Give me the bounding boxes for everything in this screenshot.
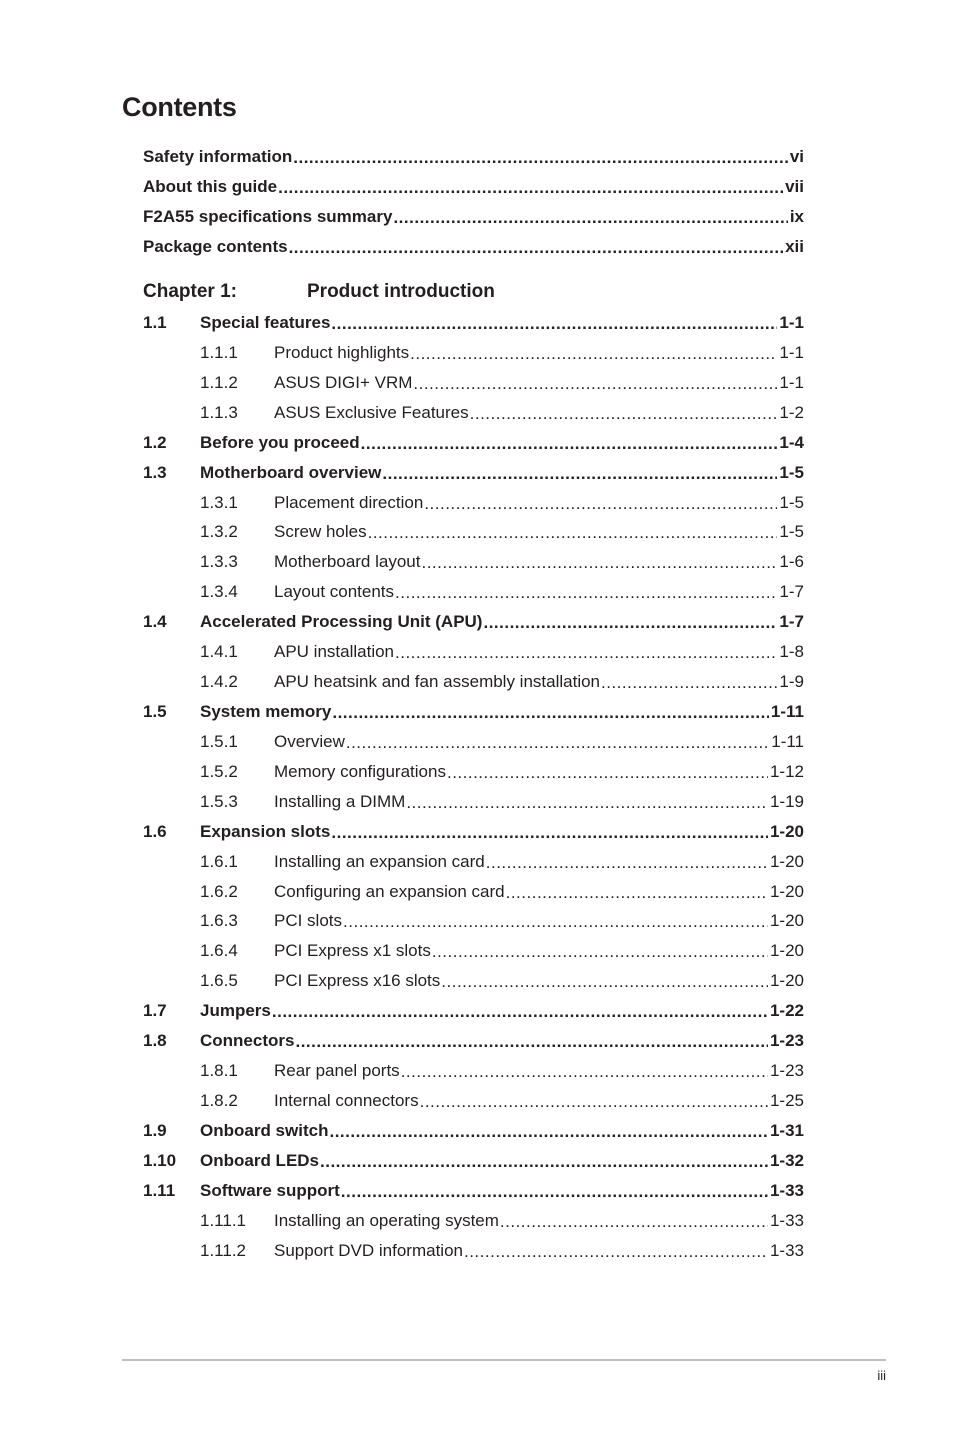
chapter-number: Chapter 1: xyxy=(143,281,237,302)
toc-entry-label: Before you proceed xyxy=(200,432,360,452)
chapter-heading[interactable] xyxy=(143,278,495,306)
toc-entry-page: 1-20 xyxy=(769,971,804,991)
toc-entry-number: 1.4 xyxy=(143,612,167,632)
toc-subsection-entry[interactable] xyxy=(143,757,804,787)
dot-leader xyxy=(506,878,768,898)
toc-entry-page: 1-20 xyxy=(769,911,804,931)
dot-leader xyxy=(331,818,768,838)
dot-leader xyxy=(289,233,784,253)
toc-entry-label: Motherboard layout xyxy=(274,552,421,572)
toc-entry-number: 1.3.4 xyxy=(200,582,238,602)
dot-leader xyxy=(601,668,777,688)
toc-entry-label: Layout contents xyxy=(274,582,395,602)
toc-entry-number: 1.11 xyxy=(143,1180,176,1200)
toc-entry-number: 1.3.3 xyxy=(200,552,238,572)
toc-entry-page: 1-20 xyxy=(769,851,804,871)
toc-entry-package-contents[interactable] xyxy=(143,232,804,262)
toc-entry-specifications-summary[interactable] xyxy=(143,202,804,232)
dot-leader xyxy=(413,369,777,389)
toc-entry-label: Installing an expansion card xyxy=(274,851,485,871)
toc-entry-number: 1.4.1 xyxy=(200,642,238,662)
toc-entry-page: 1-5 xyxy=(779,462,804,482)
toc-entry-label: Expansion slots xyxy=(200,821,331,841)
dot-leader xyxy=(486,848,768,868)
toc-section-entry[interactable] xyxy=(143,697,804,727)
toc-entry-page: 1-6 xyxy=(779,552,804,572)
toc-entry-number: 1.8.2 xyxy=(200,1090,238,1110)
toc-entry-label: Overview xyxy=(274,731,345,751)
chapter-toc-list xyxy=(143,308,804,1266)
toc-entry-label: Product highlights xyxy=(274,342,410,362)
dot-leader xyxy=(320,1147,768,1167)
dot-leader xyxy=(393,203,787,223)
toc-entry-label: Support DVD information xyxy=(274,1240,463,1260)
toc-entry-label: About this guide xyxy=(143,177,278,196)
toc-entry-label: Onboard switch xyxy=(200,1120,329,1140)
toc-subsection-entry[interactable] xyxy=(143,547,804,577)
toc-entry-number: 1.5.2 xyxy=(200,761,238,781)
dot-leader xyxy=(293,143,788,163)
dot-leader xyxy=(272,997,768,1017)
dot-leader xyxy=(341,1177,768,1197)
page-title: Contents xyxy=(122,92,237,122)
dot-leader xyxy=(368,518,778,538)
toc-subsection-entry[interactable] xyxy=(143,368,804,398)
toc-subsection-entry[interactable] xyxy=(143,1206,804,1236)
toc-entry-page: 1-25 xyxy=(769,1090,804,1110)
dot-leader xyxy=(395,638,777,658)
toc-subsection-entry[interactable] xyxy=(143,966,804,996)
toc-entry-number: 1.6.1 xyxy=(200,851,238,871)
toc-entry-number: 1.8.1 xyxy=(200,1061,238,1081)
toc-entry-number: 1.5.1 xyxy=(200,731,238,751)
toc-entry-label: PCI Express x16 slots xyxy=(274,971,441,991)
toc-entry-page: 1-33 xyxy=(769,1240,804,1260)
dot-leader xyxy=(295,1027,768,1047)
toc-entry-page: 1-19 xyxy=(769,791,804,811)
dot-leader xyxy=(329,1117,768,1137)
toc-entry-number: 1.6.3 xyxy=(200,911,238,931)
toc-entry-page: 1-11 xyxy=(770,701,804,721)
toc-entry-page: 1-8 xyxy=(779,642,804,662)
toc-entry-number: 1.2 xyxy=(143,432,167,452)
toc-entry-number: 1.11.1 xyxy=(200,1210,247,1230)
toc-entry-number: 1.1.3 xyxy=(200,402,238,422)
toc-entry-label: Installing a DIMM xyxy=(274,791,406,811)
dot-leader xyxy=(464,1237,768,1257)
dot-leader xyxy=(424,489,777,509)
toc-entry-page: vii xyxy=(785,177,804,196)
dot-leader xyxy=(401,1057,768,1077)
toc-entry-label: Rear panel ports xyxy=(274,1061,400,1081)
toc-section-entry[interactable] xyxy=(143,1176,804,1206)
toc-subsection-entry[interactable] xyxy=(143,338,804,368)
dot-leader xyxy=(361,429,778,449)
toc-entry-page: 1-9 xyxy=(779,672,804,692)
toc-entry-page: 1-4 xyxy=(779,432,804,452)
toc-entry-label: F2A55 specifications summary xyxy=(143,207,393,226)
dot-leader xyxy=(432,937,768,957)
toc-entry-number: 1.6.4 xyxy=(200,941,238,961)
toc-entry-label: PCI Express x1 slots xyxy=(274,941,431,961)
toc-entry-number: 1.8 xyxy=(143,1031,167,1051)
toc-subsection-entry[interactable] xyxy=(143,877,804,907)
toc-entry-number: 1.3 xyxy=(143,462,167,482)
toc-entry-page: 1-20 xyxy=(769,941,804,961)
toc-entry-number: 1.10 xyxy=(143,1150,177,1170)
toc-entry-label: ASUS Exclusive Features xyxy=(274,402,469,422)
dot-leader xyxy=(483,608,777,628)
dot-leader xyxy=(346,728,769,748)
toc-entry-page: 1-22 xyxy=(769,1001,804,1021)
toc-entry-page: 1-7 xyxy=(779,612,804,632)
toc-entry-number: 1.1.1 xyxy=(200,342,238,362)
toc-entry-number: 1.11.2 xyxy=(200,1240,247,1260)
toc-entry-page: 1-5 xyxy=(779,522,804,542)
toc-entry-label: Internal connectors xyxy=(274,1090,419,1110)
toc-entry-label: Memory configurations xyxy=(274,761,446,781)
toc-section-entry[interactable] xyxy=(143,607,804,637)
toc-entry-page: 1-1 xyxy=(779,342,804,362)
toc-subsection-entry[interactable] xyxy=(143,398,804,428)
toc-subsection-entry[interactable] xyxy=(143,847,804,877)
toc-section-entry[interactable] xyxy=(143,428,804,458)
toc-entry-label: Special features xyxy=(200,313,331,332)
chapter-title: Product introduction xyxy=(307,281,495,302)
toc-entry-page: 1-7 xyxy=(779,582,804,602)
toc-entry-label: ASUS DIGI+ VRM xyxy=(274,372,413,392)
toc-entry-label: Placement direction xyxy=(274,492,424,512)
toc-section-entry[interactable] xyxy=(143,1146,804,1176)
dot-leader xyxy=(331,309,777,329)
toc-section-entry[interactable] xyxy=(143,308,804,338)
toc-entry-number: 1.1.2 xyxy=(200,372,238,392)
dot-leader xyxy=(500,1207,768,1227)
toc-entry-page: 1-11 xyxy=(771,731,804,751)
toc-entry-number: 1.6 xyxy=(143,821,167,841)
page-number: iii xyxy=(877,1368,886,1383)
toc-entry-number: 1.5.3 xyxy=(200,791,238,811)
toc-entry-page: 1-1 xyxy=(779,313,804,332)
dot-leader xyxy=(470,399,778,419)
toc-entry-label: Configuring an expansion card xyxy=(274,881,505,901)
toc-entry-number: 1.3.2 xyxy=(200,522,238,542)
dot-leader xyxy=(343,907,768,927)
toc-entry-number: 1.4.2 xyxy=(200,672,238,692)
front-matter-list xyxy=(143,142,804,262)
toc-entry-number: 1.3.1 xyxy=(200,492,238,512)
toc-entry-label: Screw holes xyxy=(274,522,367,542)
toc-entry-label: Onboard LEDs xyxy=(200,1150,320,1170)
toc-entry-page: 1-2 xyxy=(779,402,804,422)
toc-subsection-entry[interactable] xyxy=(143,727,804,757)
toc-entry-label: PCI slots xyxy=(274,911,343,931)
toc-entry-page: 1-33 xyxy=(769,1210,804,1230)
toc-subsection-entry[interactable] xyxy=(143,787,804,817)
dot-leader xyxy=(278,173,783,193)
toc-section-entry[interactable] xyxy=(143,458,804,488)
toc-entry-label: Installing an operating system xyxy=(274,1210,499,1230)
toc-entry-number: 1.5 xyxy=(143,701,167,721)
toc-subsection-entry[interactable] xyxy=(143,1236,804,1266)
toc-entry-page: 1-31 xyxy=(769,1120,804,1140)
dot-leader xyxy=(406,788,768,808)
toc-entry-safety-information[interactable] xyxy=(143,142,804,172)
toc-entry-page: 1-23 xyxy=(769,1061,804,1081)
dot-leader xyxy=(382,459,777,479)
toc-entry-label: Jumpers xyxy=(200,1001,271,1021)
toc-entry-number: 1.6.5 xyxy=(200,971,238,991)
dot-leader xyxy=(421,548,777,568)
toc-entry-label: Motherboard overview xyxy=(200,462,382,482)
footer-divider xyxy=(122,1359,886,1361)
toc-entry-page: 1-33 xyxy=(769,1180,804,1200)
toc-entry-number: 1.1 xyxy=(143,313,167,332)
dot-leader xyxy=(447,758,768,778)
toc-section-entry[interactable] xyxy=(143,996,804,1026)
toc-entry-about-this-guide[interactable] xyxy=(143,172,804,202)
dot-leader xyxy=(420,1087,768,1107)
toc-entry-page: 1-1 xyxy=(779,372,804,392)
toc-entry-page: 1-12 xyxy=(769,761,804,781)
toc-subsection-entry[interactable] xyxy=(143,517,804,547)
toc-entry-number: 1.6.2 xyxy=(200,881,238,901)
toc-entry-page: ix xyxy=(789,207,804,226)
toc-subsection-entry[interactable] xyxy=(143,1056,804,1086)
toc-entry-label: APU installation xyxy=(274,642,395,662)
toc-subsection-entry[interactable] xyxy=(143,906,804,936)
toc-subsection-entry[interactable] xyxy=(143,488,804,518)
toc-subsection-entry[interactable] xyxy=(143,637,804,667)
toc-entry-page: 1-20 xyxy=(769,881,804,901)
toc-entry-page: 1-32 xyxy=(769,1150,804,1170)
toc-subsection-entry[interactable] xyxy=(143,1086,804,1116)
toc-entry-label: Connectors xyxy=(200,1031,295,1051)
toc-section-entry[interactable] xyxy=(143,1026,804,1056)
toc-section-entry[interactable] xyxy=(143,1116,804,1146)
toc-entry-label: Package contents xyxy=(143,237,288,256)
toc-entry-number: 1.7 xyxy=(143,1001,167,1021)
toc-entry-page: xii xyxy=(785,237,804,256)
toc-entry-page: 1-20 xyxy=(769,821,804,841)
toc-subsection-entry[interactable] xyxy=(143,936,804,966)
dot-leader xyxy=(395,578,777,598)
dot-leader xyxy=(441,967,768,987)
toc-entry-label: System memory xyxy=(200,701,332,721)
toc-entry-number: 1.9 xyxy=(143,1120,167,1140)
toc-section-entry[interactable] xyxy=(143,817,804,847)
dot-leader xyxy=(332,698,769,718)
toc-subsection-entry[interactable] xyxy=(143,577,804,607)
toc-entry-label: Accelerated Processing Unit (APU) xyxy=(200,612,483,632)
toc-entry-page: 1-5 xyxy=(779,492,804,512)
toc-entry-label: APU heatsink and fan assembly installation xyxy=(274,672,601,692)
toc-entry-page: 1-23 xyxy=(769,1031,804,1051)
toc-entry-label: Software support xyxy=(200,1180,340,1200)
toc-entry-page: vi xyxy=(789,147,804,166)
toc-entry-label: Safety information xyxy=(143,147,293,166)
dot-leader xyxy=(410,339,777,359)
toc-subsection-entry[interactable] xyxy=(143,667,804,697)
